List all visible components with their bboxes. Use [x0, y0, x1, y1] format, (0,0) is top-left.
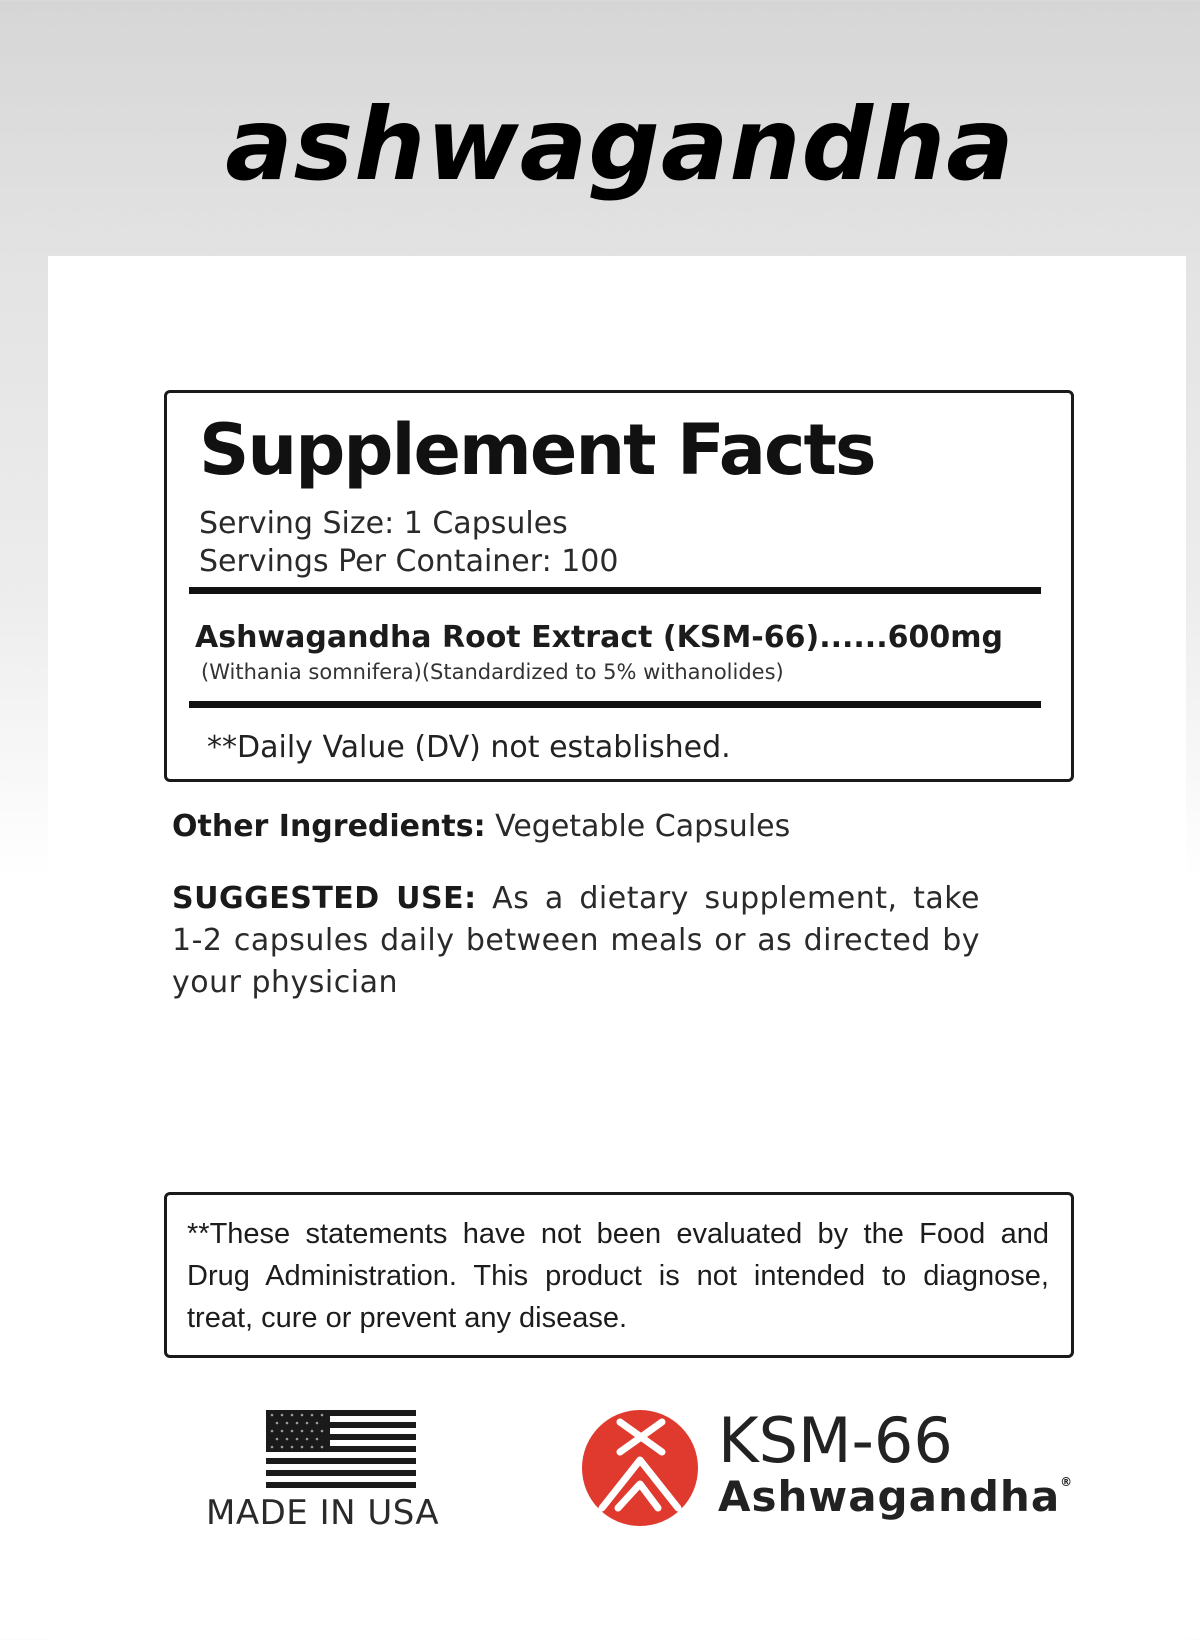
suggested-use-label: SUGGESTED USE: — [172, 881, 477, 916]
fda-disclaimer-box — [164, 1192, 1074, 1358]
facts-divider-top — [189, 587, 1041, 594]
facts-divider-bottom — [189, 701, 1041, 708]
servings-per-container: Servings Per Container: 100 — [199, 544, 619, 579]
brand-name — [718, 1472, 1074, 1521]
daily-value-note: **Daily Value (DV) not established. — [207, 730, 731, 765]
ingredient-detail: (Withania somnifera)(Standardized to 5% withanolides) — [201, 660, 784, 684]
other-ingredients-value: Vegetable Capsules — [485, 809, 791, 844]
suggested-use-text: As a dietary supplement, take 1-2 capsules daily between meals or as directed by your physician — [172, 881, 980, 1000]
other-ingredients — [172, 809, 791, 844]
usa-flag-icon — [266, 1410, 416, 1490]
fda-disclaimer: **These statements have not been evaluated by the Food and Drug Administration. This product is not intended to diagnose, treat, cure or prevent any disease. — [187, 1218, 1049, 1334]
facts-title: Supplement Facts — [199, 409, 875, 491]
suggested-use — [172, 878, 980, 1004]
ksm66-logo-icon — [580, 1408, 700, 1528]
ingredient-line: Ashwagandha Root Extract (KSM-66)......600mg — [195, 620, 1003, 655]
brand-name-text: Ashwagandha — [718, 1472, 1061, 1521]
made-in-usa: MADE IN USA — [206, 1493, 440, 1533]
other-ingredients-label: Other Ingredients: — [172, 809, 486, 844]
serving-size: Serving Size: 1 Capsules — [199, 506, 568, 541]
page-title: ashwagandha — [225, 86, 1015, 203]
registered-mark: ® — [1060, 1475, 1074, 1489]
brand-code: KSM-66 — [718, 1404, 953, 1477]
supplement-facts-box — [164, 390, 1074, 782]
